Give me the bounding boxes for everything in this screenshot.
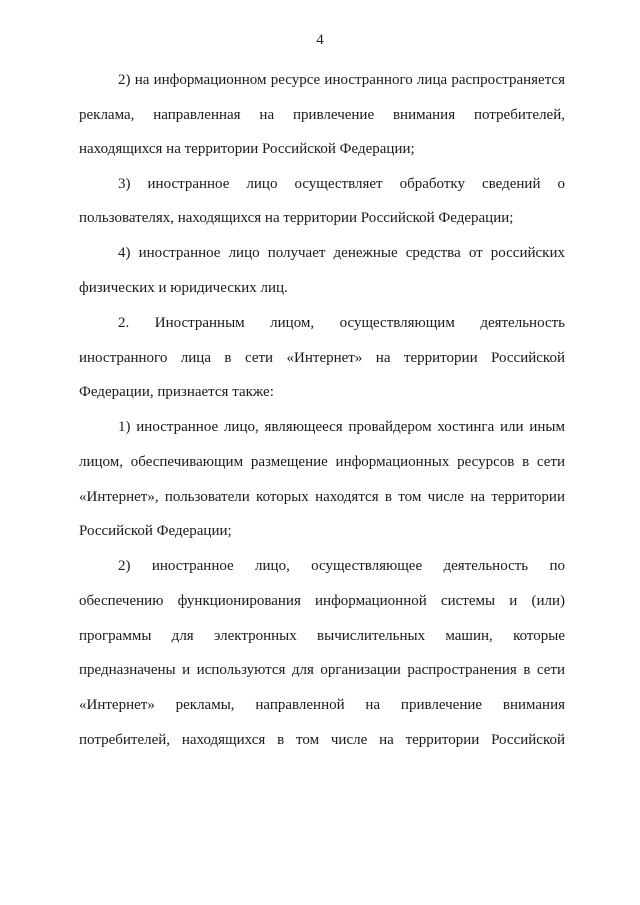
text-line: обеспечению функционирования информационной системы и (или): [79, 593, 565, 609]
text-line: программы для электронных вычислительных машин, которые: [79, 628, 565, 644]
page-number: 4: [316, 32, 324, 48]
text-line: Федерации, признается также:: [79, 384, 274, 400]
text-line: реклама, направленная на привлечение внимания потребителей,: [79, 107, 565, 123]
text-line: Российской Федерации;: [79, 523, 232, 539]
text-line: иностранного лица в сети «Интернет» на территории Российской: [79, 350, 565, 366]
text-line: предназначены и используются для организации распространения в сети: [79, 662, 565, 678]
text-line: 2) иностранное лицо, осуществляющее деятельность по: [118, 558, 565, 574]
text-line: «Интернет», пользователи которых находятся в том числе на территории: [79, 489, 565, 505]
text-line: «Интернет» рекламы, направленной на привлечение внимания: [79, 697, 565, 713]
text-line: 4) иностранное лицо получает денежные средства от российских: [118, 245, 565, 261]
text-line: 1) иностранное лицо, являющееся провайдером хостинга или иным: [118, 419, 565, 435]
text-line: лицом, обеспечивающим размещение информационных ресурсов в сети: [79, 454, 565, 470]
text-line: 3) иностранное лицо осуществляет обработку сведений о: [118, 176, 565, 192]
text-line: 2) на информационном ресурсе иностранного лица распространяется: [118, 72, 565, 88]
text-line: 2. Иностранным лицом, осуществляющим деятельность: [118, 315, 565, 331]
text-line: физических и юридических лиц.: [79, 280, 288, 296]
text-line: пользователях, находящихся на территории Российской Федерации;: [79, 210, 514, 226]
text-line: находящихся на территории Российской Федерации;: [79, 141, 415, 157]
text-line: потребителей, находящихся в том числе на территории Российской: [79, 732, 565, 748]
